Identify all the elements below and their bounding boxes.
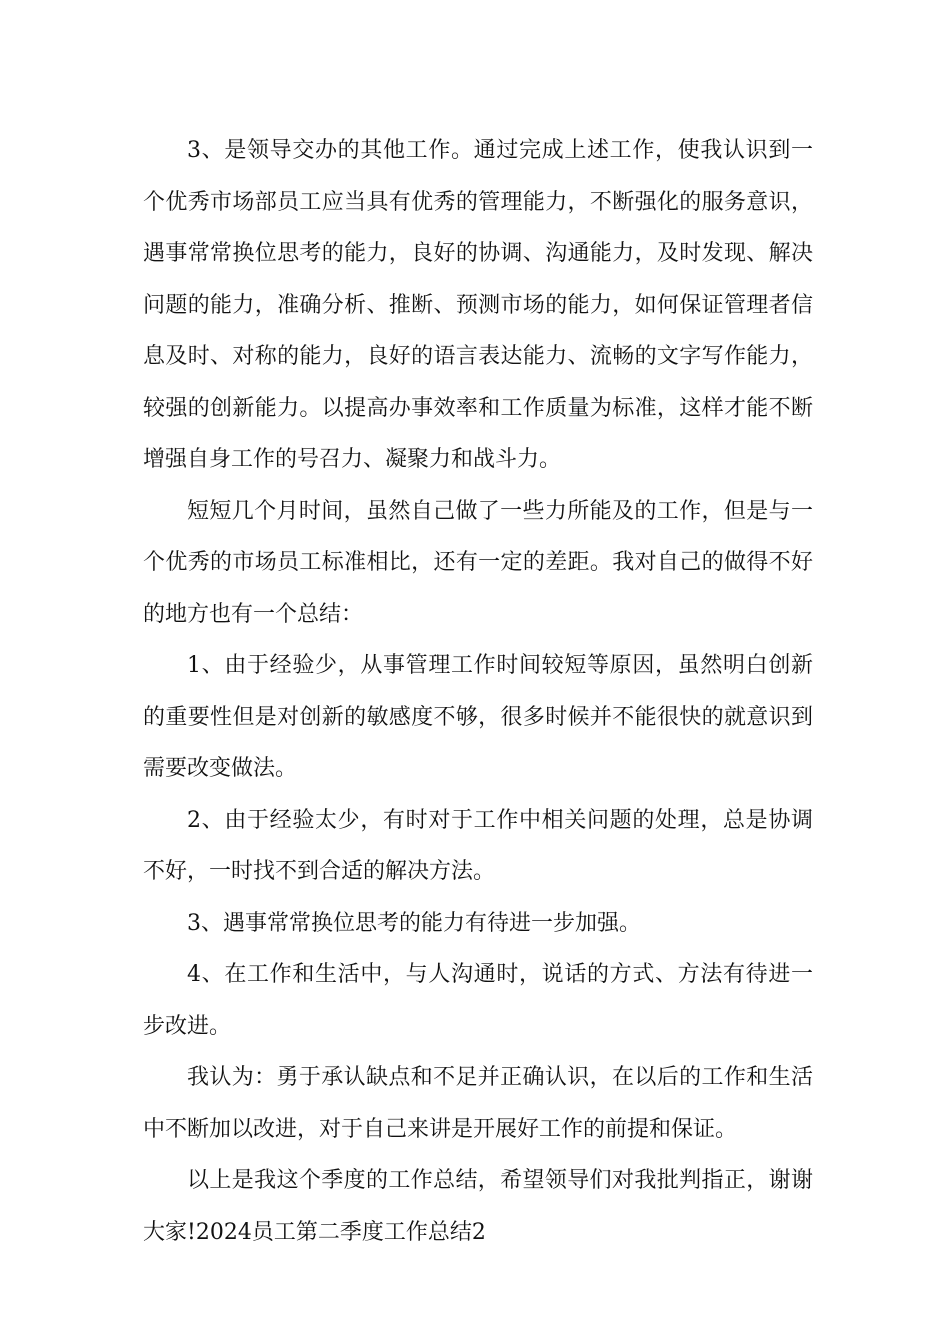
paragraph-gap-summary: 短短几个月时间，虽然自己做了一些力所能及的工作，但是与一个优秀的市场员工标准相比，还有一定的差距。我对自己的做得不好的地方也有一个总结： (143, 498, 813, 627)
document-body (143, 125, 813, 1258)
paragraph-opinion: 我认为：勇于承认缺点和不足并正确认识，在以后的工作和生活中不断加以改进，对于自己来讲是开展好工作的前提和保证。 (143, 1065, 813, 1142)
paragraph-other-work: 3、是领导交办的其他工作。通过完成上述工作，使我认识到一个优秀市场部员工应当具有优秀的管理能力，不断强化的服务意识，遇事常常换位思考的能力，良好的协调、沟通能力，及时发现、解决问题的能力，准确分析、推断、预测市场的能力，如何保证管理者信息及时、对称的能力，良好的语言表达能力、流畅的文字写作能力，较强的创新能力。以提高办事效率和工作质量为标准，这样才能不断增强自身工作的号召力、凝聚力和战斗力。 (143, 138, 813, 472)
paragraph-point-1: 1、由于经验少，从事管理工作时间较短等原因，虽然明白创新的重要性但是对创新的敏感度不够，很多时候并不能很快的就意识到需要改变做法。 (143, 653, 813, 781)
paragraph-point-2: 2、由于经验太少，有时对于工作中相关问题的处理，总是协调不好，一时找不到合适的解决方法。 (143, 807, 813, 884)
paragraph-point-3: 3、遇事常常换位思考的能力有待进一步加强。 (187, 910, 641, 936)
paragraph-closing: 以上是我这个季度的工作总结，希望领导们对我批判指正，谢谢大家!2024员工第二季度工作总结2 (143, 1168, 813, 1245)
paragraph-point-4: 4、在工作和生活中，与人沟通时，说话的方式、方法有待进一步改进。 (143, 962, 813, 1039)
